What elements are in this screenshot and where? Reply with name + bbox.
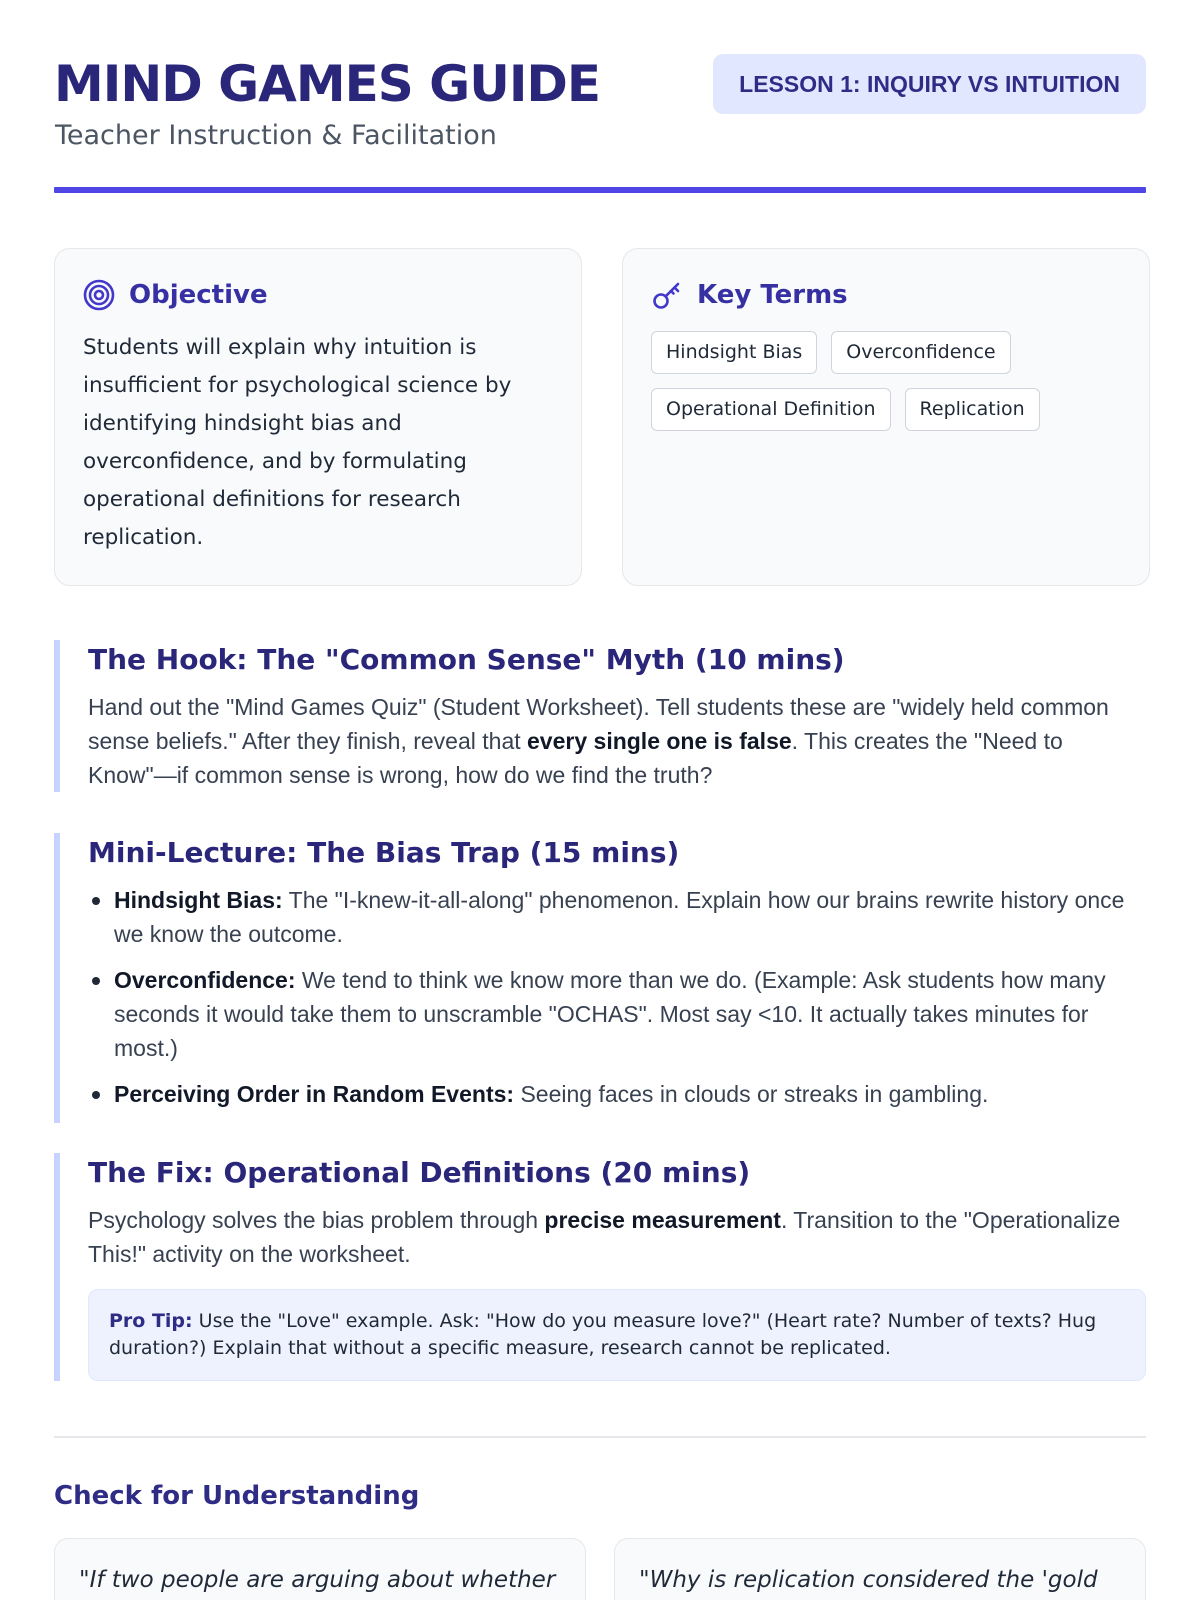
objective-text: Students will explain why intuition is insufficient for psychological science by identifying hindsight bias and overconfidence, and by formulating operational definitions for research replication. [83, 335, 512, 550]
lecture-title: Mini-Lecture: The Bias Trap (15 mins) [88, 836, 680, 869]
header-divider [54, 187, 1146, 193]
hook-text-emphasis: every single one is false [527, 728, 792, 754]
pro-tip-label: Pro Tip: [109, 1310, 193, 1332]
fix-section [54, 1153, 1146, 1381]
page-subtitle: Teacher Instruction & Facilitation [55, 120, 497, 151]
hook-text [88, 690, 1146, 792]
hook-section [54, 640, 1146, 792]
hook-title: The Hook: The "Common Sense" Myth (10 mins) [88, 643, 845, 676]
bias-term: Perceiving Order in Random Events: [114, 1081, 515, 1107]
key-icon [651, 279, 683, 311]
hook-text-end: . This creates the "Need to Know"—if common sense is wrong, how do we find the truth? [88, 728, 1063, 788]
bias-list [88, 883, 1146, 1111]
fix-text-end: . Transition to the "Operationalize This!" activity on the worksheet. [88, 1207, 1121, 1267]
question-card [614, 1538, 1146, 1600]
page-title: MIND GAMES GUIDE [54, 55, 601, 113]
objective-title: Objective [129, 280, 268, 310]
bias-desc: We tend to think we know more than we do. (Example: Ask students how many seconds it would take them to unscramble "OCHAS". Most say <10. It actually takes minutes for most.) [114, 967, 1106, 1061]
list-item [88, 883, 1146, 951]
fix-text-start: Psychology solves the bias problem through [88, 1207, 545, 1233]
key-terms-title: Key Terms [697, 280, 848, 310]
list-item [88, 963, 1146, 1065]
hook-text-start: Hand out the "Mind Games Quiz" (Student Worksheet). Tell students these are "widely held common sense beliefs." After they finish, reveal that [88, 694, 1109, 754]
lecture-section [54, 833, 1146, 1123]
term-tag: Replication [905, 388, 1040, 431]
list-item [88, 1077, 1146, 1111]
pro-tip-box [88, 1289, 1146, 1381]
question-text: "Why is replication considered the 'gold [639, 1567, 1098, 1593]
term-tag: Overconfidence [831, 331, 1010, 374]
question-text: "If two people are arguing about whether [79, 1567, 556, 1593]
bias-desc: The "I-knew-it-all-along" phenomenon. Explain how our brains rewrite history once we know the outcome. [114, 887, 1125, 947]
pro-tip-text: Use the "Love" example. Ask: "How do you measure love?" (Heart rate? Number of texts? Hug duration?) Explain that without a specific measure, research cannot be replicated. [109, 1310, 1097, 1359]
bias-term: Overconfidence: [114, 967, 296, 993]
term-tag: Operational Definition [651, 388, 891, 431]
fix-text-emphasis: precise measurement [544, 1207, 781, 1233]
term-tag: Hindsight Bias [651, 331, 817, 374]
key-terms-heading [651, 275, 848, 315]
section-divider [54, 1436, 1146, 1438]
target-icon [83, 279, 115, 311]
fix-title: The Fix: Operational Definitions (20 mins) [88, 1156, 751, 1189]
key-terms-list [651, 331, 1131, 431]
bias-desc: Seeing faces in clouds or streaks in gambling. [514, 1081, 989, 1107]
fix-text [88, 1203, 1146, 1271]
bias-term: Hindsight Bias: [114, 887, 283, 913]
check-understanding-title: Check for Understanding [54, 1481, 420, 1511]
objective-heading [83, 275, 268, 315]
key-terms-card [622, 248, 1150, 586]
lesson-badge: LESSON 1: INQUIRY VS INTUITION [713, 54, 1146, 114]
objective-card [54, 248, 582, 586]
question-card [54, 1538, 586, 1600]
page-header [54, 52, 1146, 194]
